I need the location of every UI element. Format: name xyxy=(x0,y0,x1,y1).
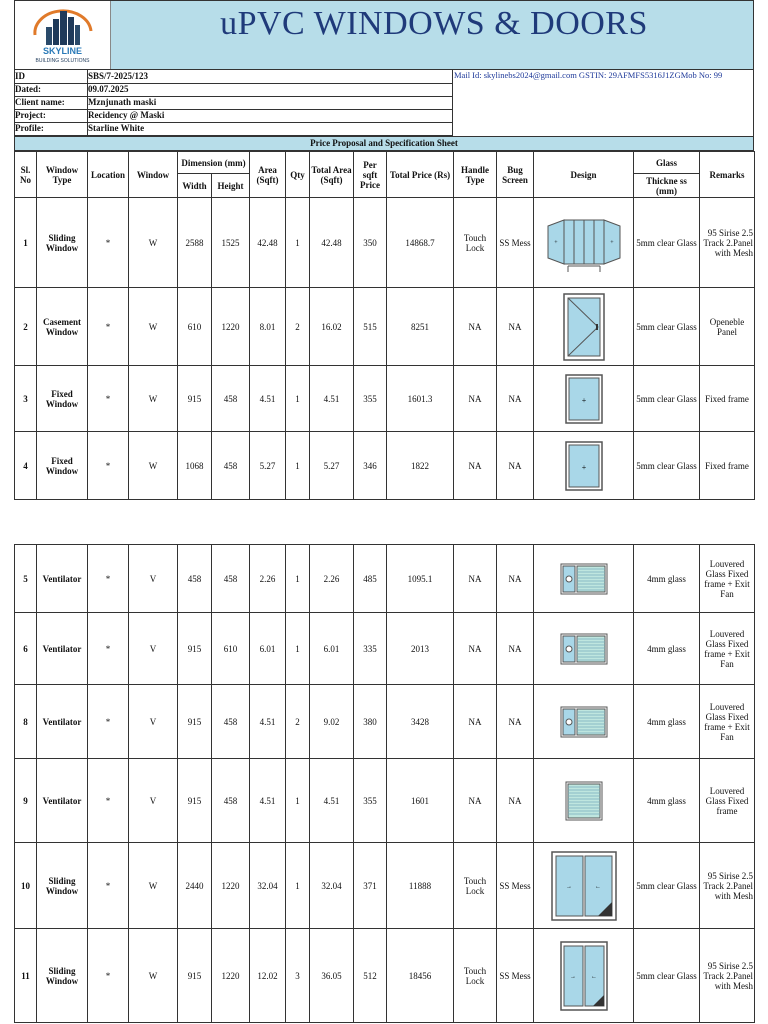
cell-window-type: Fixed Window xyxy=(37,432,88,500)
cell-location: * xyxy=(88,545,129,613)
cell-design xyxy=(534,198,634,288)
cell-remarks: 95 Sirise 2.5 Track 2.Panel with Mesh xyxy=(700,929,755,1023)
info-row-dated xyxy=(14,83,452,97)
cell-window: V xyxy=(129,685,178,759)
cell-sl: 8 xyxy=(15,685,37,759)
cell-window: W xyxy=(129,432,178,500)
table-row xyxy=(15,759,755,843)
cell-total-price: 1601 xyxy=(387,759,454,843)
logo-sub-text: BUILDING SOLUTIONS xyxy=(35,58,90,64)
cell-sl: 1 xyxy=(15,198,37,288)
table-row xyxy=(15,613,755,685)
cell-height: 458 xyxy=(212,545,250,613)
cell-bug-screen: SS Mess xyxy=(497,198,534,288)
cell-per-sqft: 346 xyxy=(354,432,387,500)
table-row xyxy=(15,198,755,288)
cell-window: W xyxy=(129,366,178,432)
cell-qty: 2 xyxy=(286,685,310,759)
cell-handle: NA xyxy=(454,288,497,366)
cell-glass: 5mm clear Glass xyxy=(634,198,700,288)
cell-remarks: Fixed frame xyxy=(700,366,755,432)
cell-total-price: 18456 xyxy=(387,929,454,1023)
cell-bug-screen: NA xyxy=(497,288,534,366)
cell-location: * xyxy=(88,288,129,366)
casement-window-icon xyxy=(562,292,606,362)
cell-design xyxy=(534,366,634,432)
col-height: Height xyxy=(212,174,250,198)
cell-area: 5.27 xyxy=(250,432,286,500)
cell-area: 12.02 xyxy=(250,929,286,1023)
cell-total-price: 14868.7 xyxy=(387,198,454,288)
sliding-window-icon xyxy=(559,940,609,1012)
cell-width: 915 xyxy=(178,929,212,1023)
contact-info: Mail Id: skylinebs2024@gmail.com GSTIN: 29AFMFS5316J1ZGMob No: 99 xyxy=(454,70,723,80)
header-banner xyxy=(14,0,754,70)
cell-window: V xyxy=(129,545,178,613)
cell-glass: 4mm glass xyxy=(634,759,700,843)
col-area: Area (Sqft) xyxy=(250,152,286,198)
cell-remarks: Fixed frame xyxy=(700,432,755,500)
cell-bug-screen: NA xyxy=(497,545,534,613)
cell-width: 2440 xyxy=(178,843,212,929)
fixed-window-icon xyxy=(564,440,604,492)
cell-area: 2.26 xyxy=(250,545,286,613)
cell-window-type: Ventilator xyxy=(37,545,88,613)
cell-design xyxy=(534,685,634,759)
cell-sl: 4 xyxy=(15,432,37,500)
cell-per-sqft: 515 xyxy=(354,288,387,366)
cell-width: 915 xyxy=(178,759,212,843)
cell-glass: 4mm glass xyxy=(634,545,700,613)
info-value: Starline White xyxy=(88,123,145,133)
cell-total-area: 9.02 xyxy=(310,685,354,759)
col-design: Design xyxy=(534,152,634,198)
svg-text:←: ← xyxy=(594,883,601,890)
col-width: Width xyxy=(178,174,212,198)
cell-qty: 1 xyxy=(286,613,310,685)
cell-total-price: 3428 xyxy=(387,685,454,759)
cell-height: 1220 xyxy=(212,288,250,366)
cell-total-area: 4.51 xyxy=(310,759,354,843)
cell-sl: 9 xyxy=(15,759,37,843)
cell-sl: 11 xyxy=(15,929,37,1023)
cell-bug-screen: NA xyxy=(497,432,534,500)
cell-handle: NA xyxy=(454,613,497,685)
col-handle: Handle Type xyxy=(454,152,497,198)
col-qty: Qty xyxy=(286,152,310,198)
svg-text:+: + xyxy=(553,239,558,246)
cell-sl: 3 xyxy=(15,366,37,432)
table-row xyxy=(15,843,755,929)
cell-width: 915 xyxy=(178,685,212,759)
cell-height: 1525 xyxy=(212,198,250,288)
cell-design xyxy=(534,432,634,500)
cell-window-type: Casement Window xyxy=(37,288,88,366)
cell-remarks: Louvered Glass Fixed frame xyxy=(700,759,755,843)
cell-area: 4.51 xyxy=(250,685,286,759)
info-value: Recidency @ Maski xyxy=(88,110,165,120)
cell-glass: 5mm clear Glass xyxy=(634,432,700,500)
cell-width: 2588 xyxy=(178,198,212,288)
cell-window-type: Sliding Window xyxy=(37,929,88,1023)
cell-sl: 2 xyxy=(15,288,37,366)
info-key: ID xyxy=(14,70,88,83)
cell-design xyxy=(534,613,634,685)
ventilator-fan-icon xyxy=(559,705,609,739)
cell-location: * xyxy=(88,685,129,759)
logo-main-text: SKYLINE xyxy=(42,46,83,56)
col-window-type: Window Type xyxy=(37,152,88,198)
cell-area: 4.51 xyxy=(250,759,286,843)
cell-per-sqft: 380 xyxy=(354,685,387,759)
cell-height: 610 xyxy=(212,613,250,685)
cell-location: * xyxy=(88,432,129,500)
cell-total-area: 5.27 xyxy=(310,432,354,500)
cell-area: 42.48 xyxy=(250,198,286,288)
cell-qty: 1 xyxy=(286,759,310,843)
cell-window-type: Ventilator xyxy=(37,759,88,843)
bay-window-icon xyxy=(546,214,622,272)
louver-icon xyxy=(564,780,604,822)
svg-text:+: + xyxy=(581,462,586,472)
info-key: Client name: xyxy=(14,96,88,109)
cell-height: 1220 xyxy=(212,929,250,1023)
cell-window: V xyxy=(129,759,178,843)
svg-text:→: → xyxy=(569,973,576,980)
cell-design xyxy=(534,843,634,929)
cell-remarks: Louvered Glass Fixed frame + Exit Fan xyxy=(700,613,755,685)
svg-text:←: ← xyxy=(590,973,597,980)
cell-qty: 3 xyxy=(286,929,310,1023)
cell-window-type: Fixed Window xyxy=(37,366,88,432)
table-row xyxy=(15,685,755,759)
cell-area: 4.51 xyxy=(250,366,286,432)
info-value: SBS/7-2025/123 xyxy=(88,71,149,81)
cell-per-sqft: 355 xyxy=(354,366,387,432)
cell-width: 610 xyxy=(178,288,212,366)
cell-total-area: 36.05 xyxy=(310,929,354,1023)
cell-sl: 5 xyxy=(15,545,37,613)
info-row-project xyxy=(14,109,452,123)
cell-design xyxy=(534,288,634,366)
ventilator-fan-icon xyxy=(559,562,609,596)
cell-qty: 1 xyxy=(286,545,310,613)
table-row xyxy=(15,366,755,432)
cell-qty: 2 xyxy=(286,288,310,366)
cell-area: 32.04 xyxy=(250,843,286,929)
cell-height: 458 xyxy=(212,366,250,432)
cell-remarks: Louvered Glass Fixed frame + Exit Fan xyxy=(700,685,755,759)
cell-remarks: Openeble Panel xyxy=(700,288,755,366)
cell-qty: 1 xyxy=(286,843,310,929)
cell-location: * xyxy=(88,198,129,288)
cell-handle: NA xyxy=(454,366,497,432)
col-bug-screen: Bug Screen xyxy=(497,152,534,198)
cell-bug-screen: NA xyxy=(497,613,534,685)
cell-window-type: Sliding Window xyxy=(37,198,88,288)
cell-remarks: 95 Sirise 2.5 Track 2.Panel with Mesh xyxy=(700,843,755,929)
cell-area: 8.01 xyxy=(250,288,286,366)
table-row xyxy=(15,288,755,366)
cell-qty: 1 xyxy=(286,366,310,432)
cell-location: * xyxy=(88,843,129,929)
cell-per-sqft: 485 xyxy=(354,545,387,613)
ventilator-fan-icon xyxy=(559,632,609,666)
sheet-title: Price Proposal and Specification Sheet xyxy=(14,136,754,151)
info-key: Project: xyxy=(14,109,88,122)
cell-bug-screen: SS Mess xyxy=(497,929,534,1023)
cell-location: * xyxy=(88,759,129,843)
svg-text:+: + xyxy=(581,395,586,405)
col-remarks: Remarks xyxy=(700,152,755,198)
table-row xyxy=(15,545,755,613)
cell-width: 1068 xyxy=(178,432,212,500)
cell-sl: 10 xyxy=(15,843,37,929)
cell-qty: 1 xyxy=(286,432,310,500)
cell-total-area: 42.48 xyxy=(310,198,354,288)
cell-per-sqft: 355 xyxy=(354,759,387,843)
cell-glass: 5mm clear Glass xyxy=(634,366,700,432)
cell-bug-screen: NA xyxy=(497,759,534,843)
cell-design xyxy=(534,545,634,613)
col-dimension: Dimension (mm) xyxy=(178,152,250,174)
col-glass: Glass xyxy=(634,152,700,174)
cell-total-area: 16.02 xyxy=(310,288,354,366)
cell-glass: 4mm glass xyxy=(634,685,700,759)
cell-total-price: 1601.3 xyxy=(387,366,454,432)
col-total-area: Total Area (Sqft) xyxy=(310,152,354,198)
cell-total-price: 1095.1 xyxy=(387,545,454,613)
info-row-client xyxy=(14,96,452,110)
cell-location: * xyxy=(88,613,129,685)
spec-table-1 xyxy=(14,151,755,500)
cell-handle: NA xyxy=(454,432,497,500)
cell-height: 1220 xyxy=(212,843,250,929)
col-location: Location xyxy=(88,152,129,198)
spec-table-2 xyxy=(14,544,755,1023)
cell-width: 915 xyxy=(178,613,212,685)
col-window: Window xyxy=(129,152,178,198)
table-row xyxy=(15,929,755,1023)
cell-total-price: 11888 xyxy=(387,843,454,929)
cell-location: * xyxy=(88,929,129,1023)
cell-glass: 4mm glass xyxy=(634,613,700,685)
cell-handle: Touch Lock xyxy=(454,929,497,1023)
info-value: Mznjunath maski xyxy=(88,97,157,107)
cell-total-area: 6.01 xyxy=(310,613,354,685)
cell-window: W xyxy=(129,929,178,1023)
info-value: 09.07.2025 xyxy=(88,84,129,94)
col-per-sqft: Per sqft Price xyxy=(354,152,387,198)
cell-handle: Touch Lock xyxy=(454,198,497,288)
cell-window-type: Ventilator xyxy=(37,685,88,759)
svg-text:+: + xyxy=(609,239,614,246)
cell-design xyxy=(534,759,634,843)
cell-width: 458 xyxy=(178,545,212,613)
cell-area: 6.01 xyxy=(250,613,286,685)
sliding-window-icon xyxy=(550,850,618,922)
cell-window: W xyxy=(129,198,178,288)
cell-window-type: Ventilator xyxy=(37,613,88,685)
cell-bug-screen: NA xyxy=(497,366,534,432)
info-row-id xyxy=(14,70,452,84)
svg-text:→: → xyxy=(565,883,572,890)
cell-per-sqft: 350 xyxy=(354,198,387,288)
cell-handle: Touch Lock xyxy=(454,843,497,929)
cell-height: 458 xyxy=(212,759,250,843)
page-title: uPVC WINDOWS & DOORS xyxy=(220,5,648,42)
cell-total-area: 32.04 xyxy=(310,843,354,929)
cell-per-sqft: 335 xyxy=(354,613,387,685)
info-row-profile xyxy=(14,122,452,136)
cell-per-sqft: 371 xyxy=(354,843,387,929)
cell-window: V xyxy=(129,613,178,685)
table-row xyxy=(15,432,755,500)
cell-width: 915 xyxy=(178,366,212,432)
cell-remarks: 95 Sirise 2.5 Track 2.Panel with Mesh xyxy=(700,198,755,288)
cell-location: * xyxy=(88,366,129,432)
cell-glass: 5mm clear Glass xyxy=(634,843,700,929)
cell-per-sqft: 512 xyxy=(354,929,387,1023)
cell-total-price: 2013 xyxy=(387,613,454,685)
company-logo xyxy=(15,1,111,69)
cell-height: 458 xyxy=(212,685,250,759)
info-key: Dated: xyxy=(14,83,88,96)
cell-design xyxy=(534,929,634,1023)
cell-handle: NA xyxy=(454,545,497,613)
cell-total-area: 2.26 xyxy=(310,545,354,613)
cell-sl: 6 xyxy=(15,613,37,685)
col-thickness: Thickne ss (mm) xyxy=(634,174,700,198)
cell-qty: 1 xyxy=(286,198,310,288)
col-total-price: Total Price (Rs) xyxy=(387,152,454,198)
cell-bug-screen: NA xyxy=(497,685,534,759)
cell-handle: NA xyxy=(454,759,497,843)
cell-glass: 5mm clear Glass xyxy=(634,288,700,366)
cell-bug-screen: SS Mess xyxy=(497,843,534,929)
cell-window-type: Sliding Window xyxy=(37,843,88,929)
col-sl: Sl. No xyxy=(15,152,37,198)
fixed-window-icon xyxy=(564,373,604,425)
cell-remarks: Louvered Glass Fixed frame + Exit Fan xyxy=(700,545,755,613)
cell-window: W xyxy=(129,288,178,366)
cell-handle: NA xyxy=(454,685,497,759)
cell-total-price: 1822 xyxy=(387,432,454,500)
cell-total-area: 4.51 xyxy=(310,366,354,432)
cell-glass: 5mm clear Glass xyxy=(634,929,700,1023)
info-key: Profile: xyxy=(14,122,88,135)
cell-window: W xyxy=(129,843,178,929)
cell-height: 458 xyxy=(212,432,250,500)
cell-total-price: 8251 xyxy=(387,288,454,366)
